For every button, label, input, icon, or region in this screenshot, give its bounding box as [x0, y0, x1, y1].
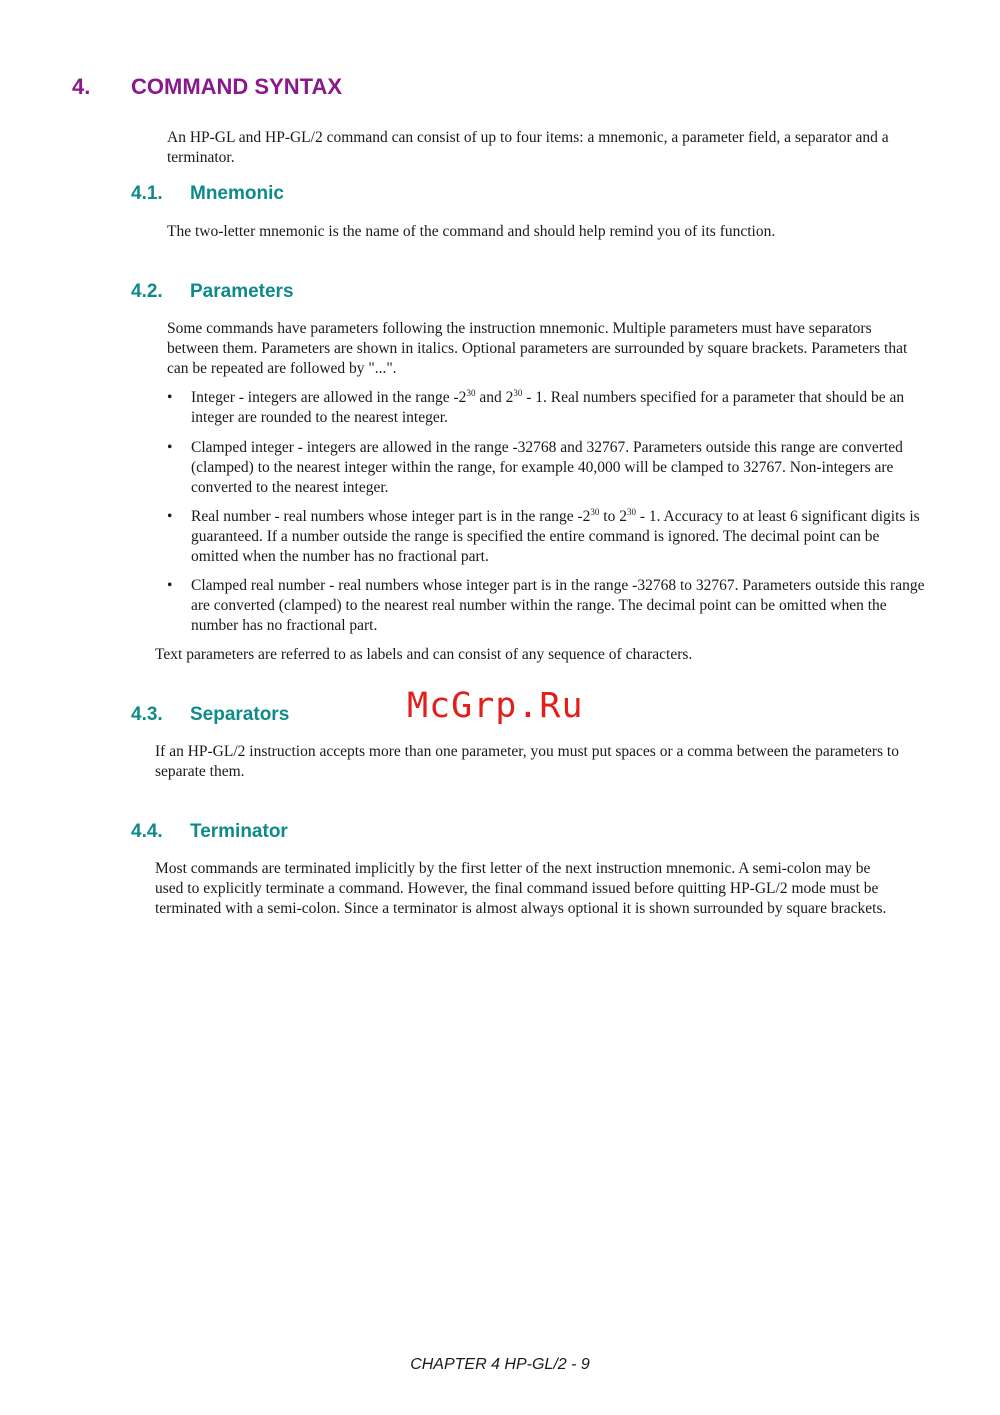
labels-paragraph: Text parameters are referred to as labels and can consist of any sequence of characters.	[155, 646, 693, 663]
section-number: 4.3.	[131, 704, 163, 725]
page-footer: CHAPTER 4 HP-GL/2 - 9	[410, 1356, 590, 1373]
intro-paragraph: An HP-GL and HP-GL/2 command can consist of up to four items: a mnemonic, a parameter field, a separator and a terminator.	[167, 129, 889, 166]
section-title: Mnemonic	[190, 183, 284, 204]
list-item-text: Integer - integers are allowed in the range $-2^{30}$ and $2^{30} - 1$. Real numbers specified for a parameter that should be an integer are rounded to the nearest integer.	[191, 388, 905, 426]
watermark: McGrp.Ru	[407, 686, 584, 726]
chapter-number: 4.	[72, 74, 91, 99]
section-title: Separators	[190, 704, 290, 725]
section-number: 4.2.	[131, 281, 163, 302]
mnemonic-paragraph: The two-letter mnemonic is the name of the command and should help remind you of its function.	[167, 223, 776, 240]
bullet-icon: •	[167, 389, 173, 406]
chapter-title: COMMAND SYNTAX	[131, 74, 343, 99]
parameters-paragraph: Some commands have parameters following the instruction mnemonic. Multiple parameters must have separators between them. Parameters are shown in italics. Optional parameters are surrounded by square brackets. Parameters that can be repeated are followed by "...".	[167, 320, 908, 377]
section-number: 4.1.	[131, 183, 163, 204]
section-title: Parameters	[190, 281, 294, 302]
separators-paragraph: If an HP-GL/2 instruction accepts more than one parameter, you must put spaces or a comma between the parameters to separate them.	[155, 743, 899, 780]
list-item-text: Real number - real numbers whose integer part is in the range $-2^{30}$ to $2^{30} - 1$. Accuracy to at least 6 significant digits is guaranteed. If a number outside the range is specified the entire command is ignored. The decimal point can be omitted when the number has no fractional part.	[191, 507, 920, 565]
bullet-icon: •	[167, 577, 173, 594]
bullet-icon: •	[167, 508, 173, 525]
list-item-text: Clamped integer - integers are allowed in the range -32768 and 32767. Parameters outside this range are converted (clamped) to the nearest integer within the range, for example 40,000 will be clamped to 32767. Non-integers are converted to the nearest integer.	[191, 439, 903, 496]
bullet-icon: •	[167, 439, 173, 456]
section-title: Terminator	[190, 821, 288, 842]
terminator-paragraph: Most commands are terminated implicitly by the first letter of the next instruction mnemonic. A semi-colon may be used to explicitly terminate a command. However, the final command issued before quitting HP-GL/2 mode must be terminated with a semi-colon. Since a terminator is almost always optional it is shown surrounded by square brackets.	[155, 860, 887, 917]
list-item-text: Clamped real number - real numbers whose integer part is in the range -32768 to 32767. Parameters outside this range are converted (clamped) to the nearest real number within the range. The decimal point can be omitted when the number has no fractional part.	[191, 577, 925, 634]
section-number: 4.4.	[131, 821, 163, 842]
